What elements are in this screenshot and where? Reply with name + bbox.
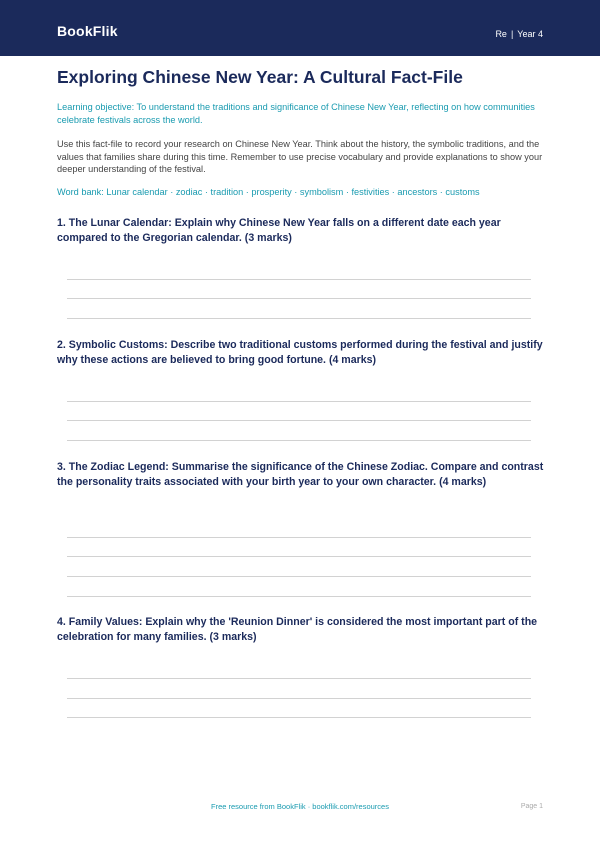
header-bar xyxy=(0,0,600,56)
question-3: 3. The Zodiac Legend: Summarise the significance of the Chinese Zodiac. Compare and contrast the personality traits associated with your birth year to your own character. (4 marks) xyxy=(57,461,544,488)
answer-line[interactable] xyxy=(67,318,531,319)
learning-objective: Learning objective: To understand the traditions and significance of Chinese New Year, reflecting on how communities celebrate festivals across the world. xyxy=(57,102,535,125)
answer-line[interactable] xyxy=(67,717,531,718)
answer-line[interactable] xyxy=(67,596,531,597)
answer-line[interactable] xyxy=(67,279,531,280)
page-title: Exploring Chinese New Year: A Cultural Fact-File xyxy=(57,67,463,87)
answer-line[interactable] xyxy=(67,678,531,679)
answer-line[interactable] xyxy=(67,401,531,402)
question-4: 4. Family Values: Explain why the 'Reunion Dinner' is considered the most important part of the celebration for many families. (3 marks) xyxy=(57,616,538,643)
question-1: 1. The Lunar Calendar: Explain why Chinese New Year falls on a different date each year compared to the Gregorian calendar. (3 marks) xyxy=(57,217,501,244)
answer-line[interactable] xyxy=(67,420,531,421)
answer-line[interactable] xyxy=(67,537,531,538)
answer-line[interactable] xyxy=(67,698,531,699)
answer-line[interactable] xyxy=(67,440,531,441)
header-meta xyxy=(495,29,543,39)
intro-paragraph: Use this fact-file to record your research on Chinese New Year. Think about the history, the symbolic traditions, and the values that families share during this time. Remember to use precise vocabulary and provide explanations to show your deeper understanding of the festival. xyxy=(57,139,543,174)
question-2: 2. Symbolic Customs: Describe two traditional customs performed during the festival and justify why these actions are believed to bring good fortune. (4 marks) xyxy=(57,339,543,366)
footer-resource-link[interactable]: Free resource from BookFlik · bookflik.com/resources xyxy=(211,802,389,811)
answer-line[interactable] xyxy=(67,576,531,577)
answer-line[interactable] xyxy=(67,298,531,299)
word-bank: Word bank: Lunar calendar · zodiac · tradition · prosperity · symbolism · festivities · ancestors · customs xyxy=(57,187,480,197)
brand-logo-text[interactable]: BookFlik xyxy=(57,23,118,39)
page-number: Page 1 xyxy=(520,803,543,810)
year-label: Year 4 xyxy=(517,29,543,39)
subject-label: Re xyxy=(495,29,507,39)
header-separator: | xyxy=(510,29,514,39)
answer-line[interactable] xyxy=(67,556,531,557)
